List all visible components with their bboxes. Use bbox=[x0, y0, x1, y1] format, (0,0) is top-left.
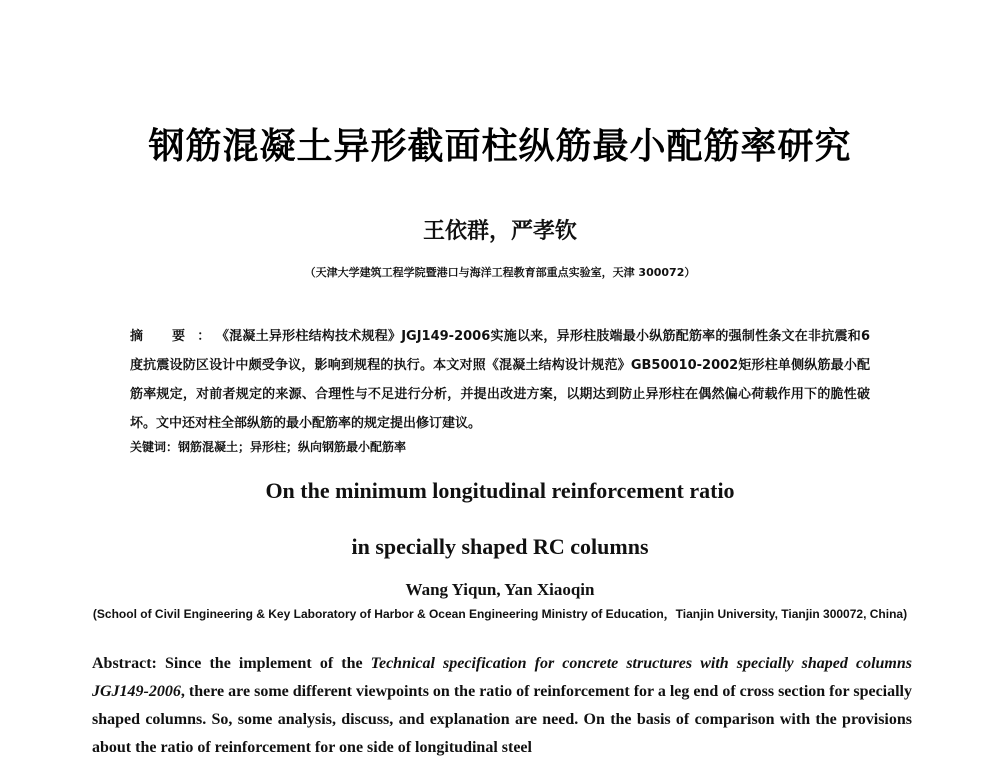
abstract-english-italic-citation: Technical specification for concrete structures with specially shaped columns JGJ149-2006 bbox=[92, 655, 913, 700]
affiliation-chinese: （天津大学建筑工程学院暨港口与海洋工程教育部重点实验室，天津 300072） bbox=[304, 266, 696, 279]
abstract-chinese-text: 《混凝土异形柱结构技术规程》JGJ149-2006实施以来，异形柱肢端最小纵筋配筋率的强制性条文在非抗震和6度抗震设防区设计中颇受争议，影响到规程的执行。本文对照《混凝土结构设计规范》GB50010-2002矩形柱单侧纵筋最小配筋率规定，对前者规定的来源、合理性与不足进行分析，并提出改进方案，以期达到防止异形柱在偶然偏心荷载作用下的脆性破坏。文中还对柱全部纵筋的最小配筋率的规定提出修订建议。 bbox=[130, 329, 870, 431]
abstract-chinese bbox=[130, 322, 870, 438]
abstract-english bbox=[92, 650, 912, 762]
paper-title-english-line1: On the minimum longitudinal reinforcement ratio bbox=[265, 478, 735, 503]
abstract-english-text-after: , there are some different viewpoints on the ratio of reinforcement for a leg end of cross section for specially shaped columns. So, some analysis, discuss, and explanation are need. On the basis of comparison with the provisions about the ratio of reinforcement for one side of longitudinal steel bbox=[92, 683, 912, 756]
authors-english: Wang Yiqun, Yan Xiaoqin bbox=[405, 580, 595, 599]
abstract-english-label: Abstract: bbox=[92, 655, 157, 672]
abstract-english-text-before: Since the implement of the bbox=[156, 655, 371, 672]
affiliation-english: (School of Civil Engineering & Key Laboratory of Harbor & Ocean Engineering Ministry of Education，Tianjin University, Tianjin 300072, China) bbox=[92, 607, 908, 621]
keywords-chinese-label: 关键词： bbox=[130, 440, 179, 454]
paper-title-chinese: 钢筋混凝土异形截面柱纵筋最小配筋率研究 bbox=[148, 126, 852, 167]
keywords-chinese bbox=[130, 438, 870, 455]
authors-chinese: 王依群，严孝钦 bbox=[422, 218, 577, 244]
keywords-chinese-text: 钢筋混凝土；异形柱；纵向钢筋最小配筋率 bbox=[178, 440, 407, 454]
paper-title-english-line2: in specially shaped RC columns bbox=[351, 534, 649, 559]
abstract-chinese-label: 摘 要： bbox=[130, 329, 223, 344]
